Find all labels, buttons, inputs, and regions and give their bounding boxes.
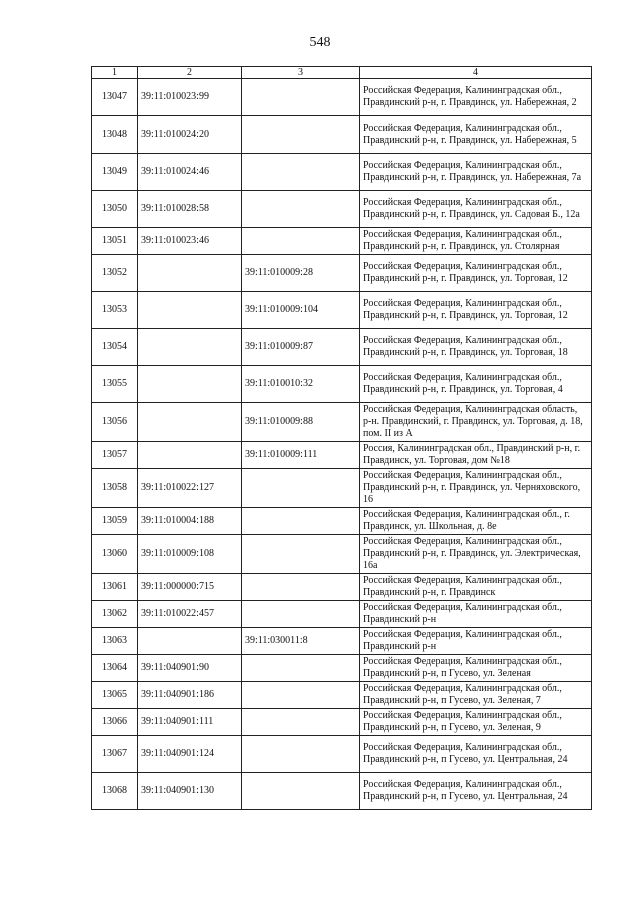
cadastral-number-col3 [242,469,360,508]
cadastral-number-col2: 39:11:010024:46 [138,154,242,191]
cadastral-number-col2: 39:11:010024:20 [138,116,242,154]
address-cell: Российская Федерация, Калининградская обл., Правдинский р-н, п Гусево, ул. Зеленая [360,655,592,682]
cadastral-number-col3 [242,574,360,601]
row-number-cell: 13054 [92,329,138,366]
table-row [92,709,592,736]
column-header-4: 4 [360,67,592,79]
cadastral-number-col2: 39:11:010023:99 [138,79,242,116]
cadastral-number-col2: 39:11:010022:457 [138,601,242,628]
row-number-cell: 13049 [92,154,138,191]
cadastral-number-col3 [242,655,360,682]
column-header-2: 2 [138,67,242,79]
address-cell: Российская Федерация, Калининградская обл., Правдинский р-н, г. Правдинск, ул. Набережная, 5 [360,116,592,154]
table-row [92,255,592,292]
row-number-cell: 13061 [92,574,138,601]
table-row [92,655,592,682]
page-number: 548 [309,35,331,50]
address-cell: Российская Федерация, Калининградская обл., Правдинский р-н, п Гусево, ул. Зеленая, 9 [360,709,592,736]
table-row [92,469,592,508]
address-cell: Российская Федерация, Калининградская обл., Правдинский р-н, п Гусево, ул. Зеленая, 7 [360,682,592,709]
cadastral-number-col3 [242,773,360,810]
header-row [92,67,592,79]
cadastral-number-col3 [242,535,360,574]
table-row [92,366,592,403]
cadastral-number-col3 [242,79,360,116]
cadastral-number-col2: 39:11:010009:108 [138,535,242,574]
address-cell: Российская Федерация, Калининградская обл., Правдинский р-н, г. Правдинск, ул. Столярная [360,228,592,255]
row-number-cell: 13053 [92,292,138,329]
row-number-cell: 13055 [92,366,138,403]
row-number-cell: 13050 [92,191,138,228]
table-row [92,736,592,773]
table-row [92,403,592,442]
row-number-cell: 13060 [92,535,138,574]
table-row [92,682,592,709]
cadastral-number-col2: 39:11:040901:111 [138,709,242,736]
cadastral-number-col3: 39:11:010009:87 [242,329,360,366]
table-row [92,154,592,191]
row-number-cell: 13051 [92,228,138,255]
cadastral-number-col3: 39:11:010009:111 [242,442,360,469]
cadastral-number-col3 [242,736,360,773]
address-cell: Российская Федерация, Калининградская обл., Правдинский р-н, п Гусево, ул. Центральная, 24 [360,773,592,810]
address-cell: Российская Федерация, Калининградская область, р-н. Правдинский, г. Правдинск, ул. Торговая, д. 18, пом. II из А [360,403,592,442]
table-row [92,116,592,154]
row-number-cell: 13059 [92,508,138,535]
cadastral-number-col3: 39:11:010010:32 [242,366,360,403]
cadastral-number-col3: 39:11:010009:88 [242,403,360,442]
table-row [92,601,592,628]
row-number-cell: 13057 [92,442,138,469]
address-cell: Российская Федерация, Калининградская обл., Правдинский р-н, г. Правдинск, ул. Торговая, 12 [360,255,592,292]
table-row [92,628,592,655]
cadastral-number-col3 [242,682,360,709]
address-cell: Российская Федерация, Калининградская обл., г. Правдинск, ул. Школьная, д. 8е [360,508,592,535]
address-cell: Российская Федерация, Калининградская обл., Правдинский р-н, г. Правдинск [360,574,592,601]
cadastral-number-col2: 39:11:010022:127 [138,469,242,508]
address-cell: Российская Федерация, Калининградская обл., Правдинский р-н, г. Правдинск, ул. Черняховского, 16 [360,469,592,508]
address-cell: Российская Федерация, Калининградская обл., Правдинский р-н, г. Правдинск, ул. Торговая, 4 [360,366,592,403]
address-cell: Российская Федерация, Калининградская обл., Правдинский р-н, г. Правдинск, ул. Торговая, 12 [360,292,592,329]
address-cell: Россия, Калининградская обл., Правдинский р-н, г. Правдинск, ул. Торговая, дом №18 [360,442,592,469]
row-number-cell: 13062 [92,601,138,628]
cadastral-number-col2 [138,442,242,469]
row-number-cell: 13067 [92,736,138,773]
table-row [92,228,592,255]
cadastral-number-col3: 39:11:030011:8 [242,628,360,655]
cadastral-number-col3 [242,709,360,736]
cadastral-number-col2: 39:11:010004:188 [138,508,242,535]
cadastral-number-col2 [138,628,242,655]
address-cell: Российская Федерация, Калининградская обл., Правдинский р-н, г. Правдинск, ул. Электрическая, 16а [360,535,592,574]
column-header-3: 3 [242,67,360,79]
table-row [92,442,592,469]
cadastral-number-col2: 39:11:010028:58 [138,191,242,228]
cadastral-number-col2 [138,292,242,329]
row-number-cell: 13065 [92,682,138,709]
address-cell: Российская Федерация, Калининградская обл., Правдинский р-н, г. Правдинск, ул. Набережная, 2 [360,79,592,116]
cadastral-number-col2: 39:11:010023:46 [138,228,242,255]
table-row [92,574,592,601]
register-body [92,79,592,810]
table-row [92,535,592,574]
cadastral-number-col3 [242,228,360,255]
row-number-cell: 13056 [92,403,138,442]
cadastral-number-col3 [242,116,360,154]
register-table [91,66,592,810]
row-number-cell: 13068 [92,773,138,810]
table-row [92,79,592,116]
cadastral-number-col3: 39:11:010009:28 [242,255,360,292]
address-cell: Российская Федерация, Калининградская обл., Правдинский р-н, г. Правдинск, ул. Садовая Б., 12а [360,191,592,228]
row-number-cell: 13048 [92,116,138,154]
cadastral-number-col2: 39:11:040901:90 [138,655,242,682]
table-row [92,773,592,810]
table-row [92,292,592,329]
cadastral-number-col2: 39:11:000000:715 [138,574,242,601]
table-row [92,508,592,535]
address-cell: Российская Федерация, Калининградская обл., Правдинский р-н [360,628,592,655]
address-cell: Российская Федерация, Калининградская обл., Правдинский р-н, п Гусево, ул. Центральная, 24 [360,736,592,773]
cadastral-number-col3 [242,154,360,191]
address-cell: Российская Федерация, Калининградская обл., Правдинский р-н, г. Правдинск, ул. Торговая, 18 [360,329,592,366]
cadastral-number-col3 [242,508,360,535]
cadastral-number-col2: 39:11:040901:124 [138,736,242,773]
cadastral-number-col2 [138,403,242,442]
cadastral-number-col2: 39:11:040901:186 [138,682,242,709]
row-number-cell: 13066 [92,709,138,736]
row-number-cell: 13052 [92,255,138,292]
row-number-cell: 13063 [92,628,138,655]
table-row [92,329,592,366]
cadastral-number-col3 [242,601,360,628]
table-row [92,191,592,228]
cadastral-number-col2: 39:11:040901:130 [138,773,242,810]
cadastral-number-col3: 39:11:010009:104 [242,292,360,329]
row-number-cell: 13064 [92,655,138,682]
row-number-cell: 13047 [92,79,138,116]
address-cell: Российская Федерация, Калининградская обл., Правдинский р-н [360,601,592,628]
address-cell: Российская Федерация, Калининградская обл., Правдинский р-н, г. Правдинск, ул. Набережная, 7а [360,154,592,191]
cadastral-number-col2 [138,255,242,292]
cadastral-number-col2 [138,366,242,403]
cadastral-number-col2 [138,329,242,366]
column-header-1: 1 [92,67,138,79]
cadastral-number-col3 [242,191,360,228]
row-number-cell: 13058 [92,469,138,508]
